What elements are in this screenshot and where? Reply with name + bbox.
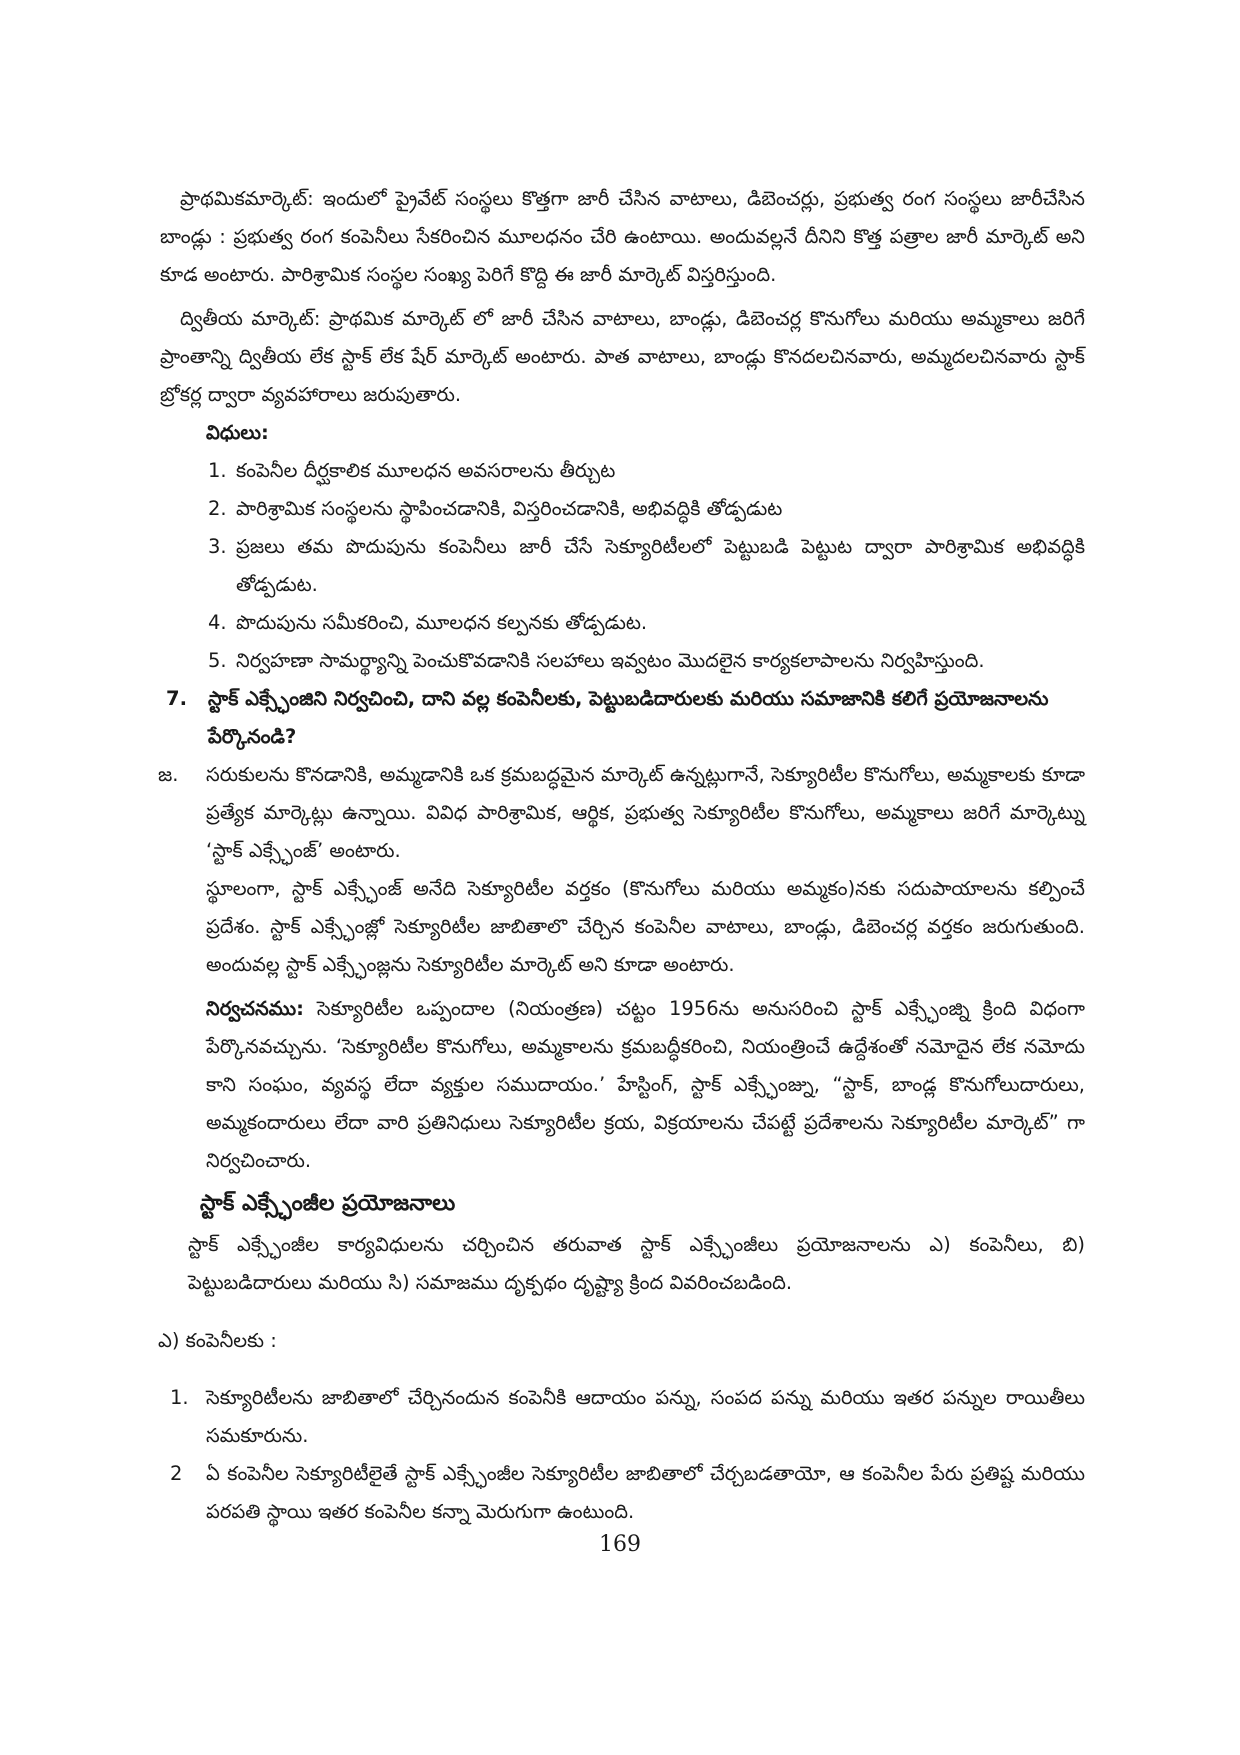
secondary-market-paragraph: ద్వితీయ మార్కెట్: ప్రాథమిక మార్కెట్ లో జారీ చేసిన వాటాలు, బాండ్లు, డిబెంచర్ల కొనుగోలు మరియు అమ్మకాలు జరిగే ప్రాంతాన్ని ద్వితీయ లేక స్టాక్ లేక షేర్ మార్కెట్ అంటారు. పాత వాటాలు, బాండ్లు కొనదలచినవారు, అమ్మదలచినవారు స్టాక్ బ్రోకర్ల ద్వారా వ్యవహారాలు జరుపుతారు.: [160, 307, 1085, 406]
answer-block: [158, 756, 1085, 1180]
list-item: 1. సెక్యూరిటీలను జాబితాలో చేర్చినందున కంపెనీకి ఆదాయం పన్ను, సంపద పన్ను మరియు ఇతర పన్నుల రాయితీలు సమకూరును.: [170, 1386, 1085, 1447]
answer-label: జ.: [158, 763, 179, 786]
list-item: 1. కంపెనీల దీర్ఘకాలిక మూలధన అవసరాలను తీర్చుట: [208, 459, 616, 482]
list-item: 2 ఏ కంపెనీల సెక్యూరిటీలైతే స్టాక్ ఎక్స్ఛేంజీల సెక్యూరిటీల జాబితాలో చేర్చబడతాయో, ఆ కంపెనీల పేరు ప్రతిష్ట మరియు పరపతి స్థాయి ఇతర కంపెనీల కన్నా మెరుగుగా ఉంటుంది.: [170, 1462, 1085, 1523]
company-benefits-list: [170, 1379, 1085, 1531]
page-number: 169: [599, 1532, 641, 1557]
benefits-intro: స్టాక్ ఎక్స్ఛేంజీల కార్యవిధులను చర్చించిన తరువాత స్టాక్ ఎక్స్ఛేంజీలు ప్రయోజనాలను ఎ) కంపెనీలు, బి) పెట్టుబడిదారులు మరియు సి) సమాజము దృక్పథం దృష్ట్యా క్రింద వివరించబడింది.: [188, 1233, 1085, 1294]
answer-paragraph-2: స్థూలంగా, స్టాక్ ఎక్స్ఛేంజ్ అనేది సెక్యూరిటీల వర్తకం (కొనుగోలు మరియు అమ్మకం)నకు సదుపాయాలను కల్పించే ప్రదేశం. స్టాక్ ఎక్స్ఛేంజ్లో సెక్యూరిటీల జాబితాలొ చేర్చిన కంపెనీల వాటాలు, బాండ్లు, డిబెంచర్ల వర్తకం జరుగుతుంది. అందువల్ల స్టాక్ ఎక్స్ఛేంజ్లను సెక్యూరిటీల మార్కెట్ అని కూడా అంటారు.: [206, 877, 1085, 976]
definition-text: సెక్యూరిటీల ఒప్పందాల (నియంత్రణ) చట్టం 1956ను అనుసరించి స్టాక్ ఎక్స్ఛేంజ్ని క్రింది విధంగా పేర్కొనవచ్చును. ‘సెక్యూరిటీల కొనుగోలు, అమ్మకాలను క్రమబద్ధీకరించి, నియంత్రించే ఉద్దేశంతో నమోదైన లేక నమోదు కాని సంఘం, వ్యవస్థ లేదా వ్యక్తుల సముదాయం.’ హేస్టింగ్, స్టాక్ ఎక్స్ఛేంజ్ను, “స్టాక్, బాండ్ల కొనుగోలుదారులు, అమ్మకందారులు లేదా వారి ప్రతినిధులు సెక్యూరిటీల క్రయ, విక్రయాలను చేపట్టే ప్రదేశాలను సెక్యూరిటీల మార్కెట్” గా నిర్వచించారు.: [206, 997, 1085, 1172]
functions-list: [208, 452, 1085, 680]
question-text: స్టాక్ ఎక్స్ఛేంజిని నిర్వచించి, దాని వల్ల కంపెనీలకు, పెట్టుబడిదారులకు మరియు సమాజానికి కలిగే ప్రయోజనాలను పేర్కొనండి?: [208, 687, 1049, 748]
benefits-heading: స్టాక్ ఎక్స్ఛేంజీల ప్రయోజనాలు: [200, 1191, 456, 1216]
question-7: [166, 680, 1085, 756]
list-item: 3. ప్రజలు తమ పొదుపును కంపెనీలు జారీ చేసే సెక్యూరిటీలలో పెట్టుబడి పెట్టుట ద్వారా పారిశ్రామిక అభివద్ధికి తోడ్పడుట.: [208, 535, 1085, 596]
functions-heading: విధులు:: [206, 421, 269, 444]
list-item: 2. పారిశ్రామిక సంస్థలను స్థాపించడానికి, విస్తరించడానికి, అభివద్ధికి తోడ్పడుట: [208, 497, 783, 520]
answer-paragraph-1: సరుకులను కొనడానికి, అమ్మడానికి ఒక క్రమబద్ధమైన మార్కెట్ ఉన్నట్లుగానే, సెక్యూరిటీల కొనుగోలు, అమ్మకాలకు కూడా ప్రత్యేక మార్కెట్లు ఉన్నాయి. వివిధ పారిశ్రామిక, ఆర్థిక, ప్రభుత్వ సెక్యూరిటీల కొనుగోలు, అమ్మకాలు జరిగే మార్కెట్ను ‘స్టాక్ ఎక్స్ఛేంజ్’ అంటారు.: [206, 763, 1085, 862]
primary-market-paragraph: ప్రాథమికమార్కెట్: ఇందులో ప్రైవేట్ సంస్థలు కొత్తగా జారీ చేసిన వాటాలు, డిబెంచర్లు, ప్రభుత్వ రంగ సంస్థలు జారీచేసిన బాండ్లు : ప్రభుత్వ రంగ కంపెనీలు సేకరించిన మూలధనం చేరి ఉంటాయి. అందువల్లనే దీనిని కొత్త పత్రాల జారీ మార్కెట్ అని కూడ అంటారు. పారిశ్రామిక సంస్థల సంఖ్య పెరిగే కొద్ది ఈ జారీ మార్కెట్ విస్తరిస్తుంది.: [160, 187, 1085, 286]
list-item: 5. నిర్వహణా సామర్థ్యాన్ని పెంచుకొవడానికి సలహాలు ఇవ్వటం మొదలైన కార్యకలాపాలను నిర్వహిస్తుంది.: [208, 649, 985, 672]
definition-label: నిర్వచనము:: [206, 997, 304, 1020]
list-item: 4. పొదుపును సమీకరించి, మూలధన కల్పనకు తోడ్పడుట.: [208, 611, 648, 634]
question-number: 7.: [166, 687, 187, 710]
definition-paragraph: [206, 990, 1085, 1180]
companies-heading: ఎ) కంపెనీలకు :: [158, 1328, 277, 1352]
